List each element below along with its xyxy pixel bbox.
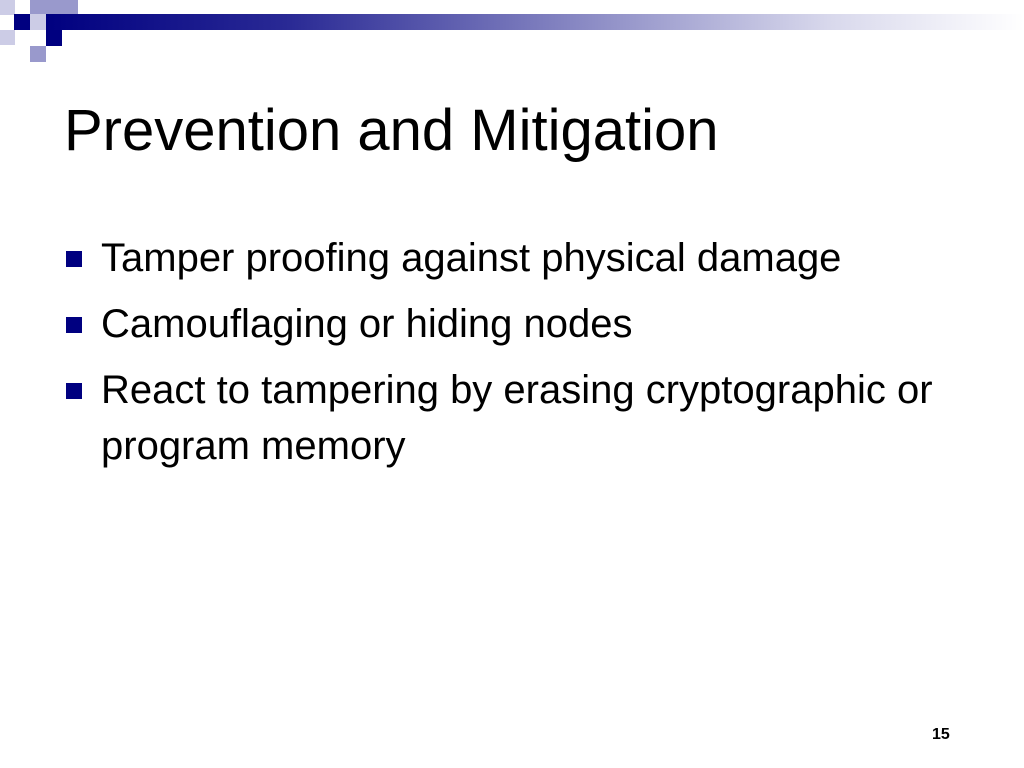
bullet-item: [64, 296, 964, 352]
page-number: 15: [932, 726, 950, 743]
square-bullet-icon: [66, 251, 82, 267]
decor-square: [14, 14, 30, 30]
bullet-item: [64, 362, 964, 474]
bullet-text: Tamper proofing against physical damage: [101, 236, 842, 280]
header-gradient-bar: [46, 14, 1024, 30]
slide-title: Prevention and Mitigation: [64, 98, 719, 163]
square-bullet-icon: [66, 383, 82, 399]
decor-square: [30, 0, 46, 14]
decor-square: [30, 46, 46, 62]
bullet-item: [64, 230, 964, 286]
bullet-list: [64, 230, 964, 484]
decor-square: [0, 0, 15, 15]
bullet-text: React to tampering by erasing cryptographic or program memory: [101, 368, 933, 468]
bullet-text: Camouflaging or hiding nodes: [101, 302, 633, 346]
decor-square: [46, 0, 78, 14]
decor-square: [46, 30, 62, 46]
decor-square: [30, 14, 46, 30]
decor-square: [0, 30, 15, 45]
square-bullet-icon: [66, 317, 82, 333]
